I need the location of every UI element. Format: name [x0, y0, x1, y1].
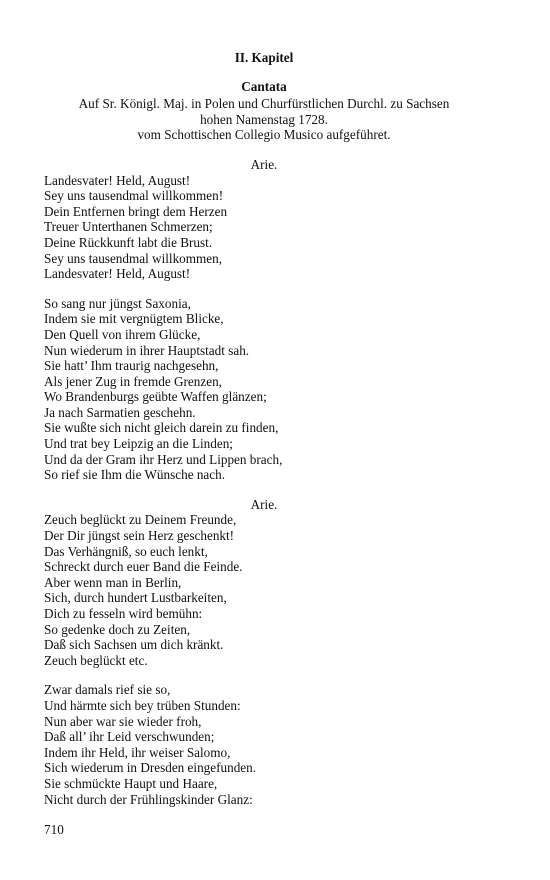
verse-line: Ja nach Sarmatien geschehn. — [44, 404, 196, 420]
dedication — [44, 96, 484, 143]
verse-line: Dein Entfernen bringt dem Herzen — [44, 203, 228, 219]
verse-line: Nicht durch der Frühlingskinder Glanz: — [44, 791, 253, 807]
dedication-line: vom Schottischen Collegio Musico aufgeführet. — [137, 127, 391, 143]
verse-line: Landesvater! Held, August! — [44, 266, 191, 282]
verse-line: So sang nur jüngst Saxonia, — [44, 295, 191, 311]
verse-line: Wo Brandenburgs geübte Waffen glänzen; — [44, 389, 267, 405]
page-number: 710 — [44, 822, 64, 837]
recitative-1-stanza — [44, 296, 484, 483]
page-content — [44, 50, 484, 807]
verse-line: Zeuch beglückt etc. — [44, 652, 148, 668]
verse-line: Und trat bey Leipzig an die Linden; — [44, 436, 233, 452]
verse-line: Nun wiederum in ihrer Hauptstadt sah. — [44, 342, 250, 358]
verse-line: Dich zu fesseln wird bemühn: — [44, 606, 203, 621]
verse-line: Treuer Unterthanen Schmerzen; — [44, 219, 213, 235]
verse-line: Sey uns tausendmal willkommen! — [44, 188, 224, 204]
verse-line: Daß all’ ihr Leid verschwunden; — [44, 729, 215, 745]
verse-line: Der Dir jüngst sein Herz geschenkt! — [44, 528, 235, 544]
recitative-2-stanza — [44, 682, 484, 807]
arie-1-stanza — [44, 173, 484, 282]
verse-line: Und härmte sich bey trüben Stunden: — [44, 697, 241, 713]
verse-line: Indem ihr Held, ihr weiser Salomo, — [44, 744, 231, 760]
verse-line: Sey uns tausendmal willkommen, — [44, 250, 223, 266]
verse-line: Als jener Zug in fremde Grenzen, — [44, 373, 222, 389]
cantata-subtitle: Cantata — [241, 78, 287, 94]
dedication-line: Auf Sr. Königl. Maj. in Polen und Churfürstlichen Durchl. zu Sachsen — [78, 96, 450, 112]
verse-line: Daß sich Sachsen um dich kränkt. — [44, 637, 224, 653]
verse-line: So gedenke doch zu Zeiten, — [44, 621, 191, 637]
verse-line: Sie wußte sich nicht gleich darein zu finden, — [44, 420, 279, 436]
verse-line: Schreckt durch euer Band die Feinde. — [44, 559, 243, 575]
verse-line: Sie schmückte Haupt und Haare, — [44, 775, 218, 791]
arie-heading: Arie. — [250, 496, 278, 512]
verse-line: Das Verhängniß, so euch lenkt, — [44, 543, 208, 559]
verse-line: Deine Rückkunft labt die Brust. — [44, 234, 213, 250]
verse-line: Und da der Gram ihr Herz und Lippen brach, — [44, 451, 283, 467]
arie-heading: Arie. — [250, 156, 278, 172]
chapter-title: II. Kapitel — [234, 50, 294, 65]
verse-line: Zwar damals rief sie so, — [44, 682, 171, 698]
verse-line: Nun aber war sie wieder froh, — [44, 713, 202, 729]
verse-line: Sich, durch hundert Lustbarkeiten, — [44, 590, 227, 606]
verse-line: Sich wiederum in Dresden eingefunden. — [44, 760, 257, 776]
verse-line: Sie hatt’ Ihm traurig nachgesehn, — [44, 358, 219, 374]
verse-line: Aber wenn man in Berlin, — [44, 574, 182, 590]
verse-line: Zeuch beglückt zu Deinem Freunde, — [44, 512, 237, 528]
verse-line: So rief sie Ihm die Wünsche nach. — [44, 467, 226, 483]
verse-line: Den Quell von ihrem Glücke, — [44, 326, 201, 342]
verse-line: Landesvater! Held, August! — [44, 172, 191, 188]
verse-line: Indem sie mit vergnügtem Blicke, — [44, 311, 224, 327]
arie-2-stanza — [44, 512, 484, 668]
dedication-line: hohen Namenstag 1728. — [200, 111, 328, 127]
